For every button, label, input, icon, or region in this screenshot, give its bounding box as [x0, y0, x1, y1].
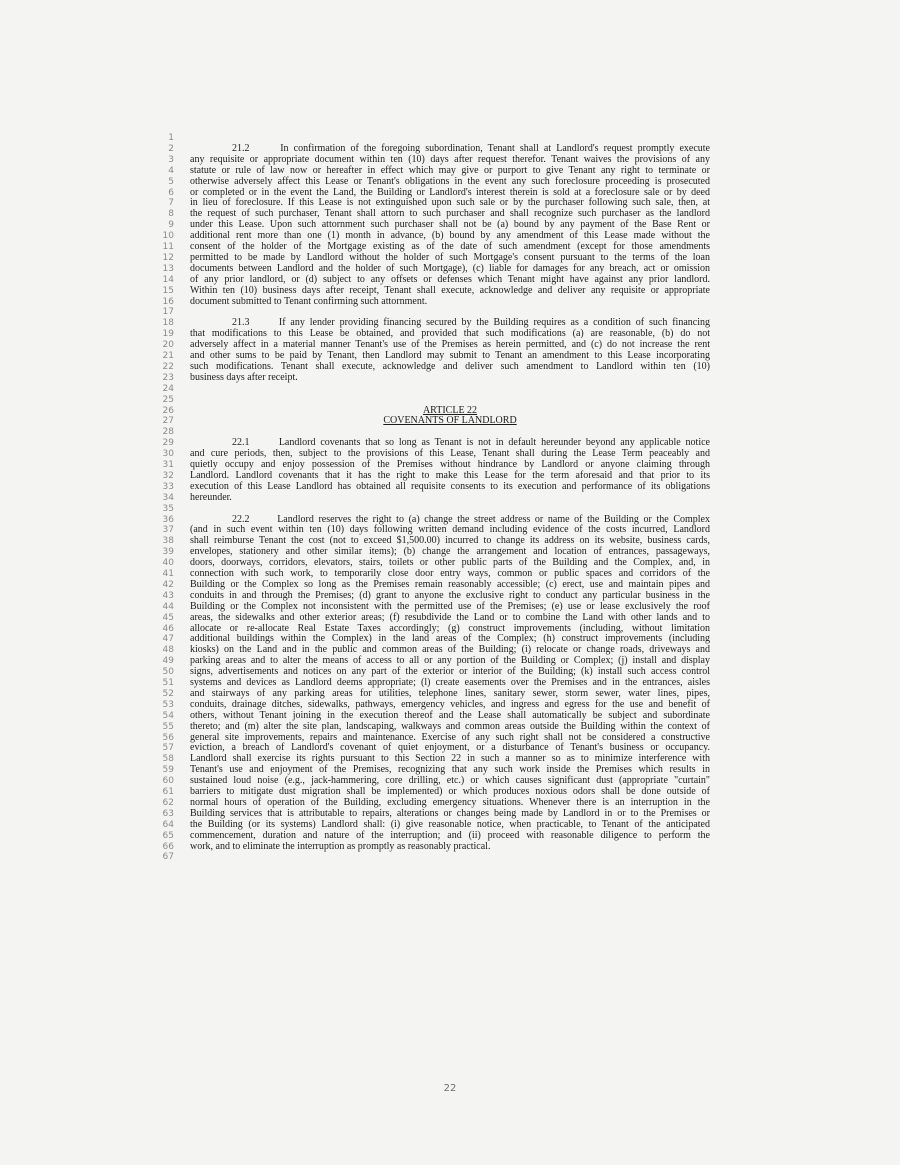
line-number: 55 [162, 721, 174, 732]
line-number: 18 [162, 318, 174, 329]
section-21-2-line: otherwise adversely affect this Lease or Tenant's obligations in the event any such foreclosure proceeding is prosecuted [190, 175, 710, 187]
section-21-3-line: adversely affect in a material manner Tenant's use of the Premises as herein permitted, and (c) do not increase the rent [190, 339, 710, 351]
section-21-2-line: in lieu of foreclosure. If this Lease is not extinguished upon such sale or by the purchaser following such sale, then, at [190, 197, 710, 209]
section-21-2-line: document submitted to Tenant confirming such attornment. [190, 295, 428, 307]
line-number: 51 [162, 678, 174, 688]
section-22-2-line: Landlord shall exercise its rights pursuant to this Section 22 in such a manner so as to minimize interference with [190, 753, 710, 765]
section-21-3-line: 21.3 If any lender providing financing secured by the Building requires as a condition of such financing [232, 317, 710, 329]
section-21-2-line: permitted to be made by Landlord without the holder of such Mortgage's consent pursuant to the terms of the loan [190, 251, 710, 263]
section-22-2-line: the Building (or its systems) Landlord shall: (i) give reasonable notice, when practicable, to Tenant of the anticipated [190, 818, 710, 830]
line-number: 2 [168, 143, 174, 154]
section-22-1-line: Landlord. Landlord covenants that it has the right to make this Lease for the term aforesaid and that prior to its [190, 469, 710, 481]
line-number: 43 [162, 590, 174, 601]
article-number [190, 406, 710, 416]
section-22-2-line: Building or the Complex so long as the Premises remain reasonably accessible; (c) erect, use and maintain pipes and [190, 578, 710, 590]
line-number: 14 [162, 274, 174, 285]
line-number: 50 [162, 667, 174, 678]
section-22-2-line: (and in such event within ten (10) days following written demand including evidence of the costs incurred, Landlord [190, 524, 710, 536]
article-number-text: ARTICLE 22 [422, 404, 478, 416]
section-21-2-line: of any prior landlord, or (d) subject to any offsets or defenses which Tenant might have against any prior landlord. [190, 273, 710, 285]
section-21-2-line: or completed or in the event the Land, the Building or Landlord's interest therein is sold at a foreclosure sale or by deed [190, 186, 710, 198]
line-number: 38 [162, 536, 174, 547]
section-22-1-line: quietly occupy and enjoy possession of the Premises without hindrance by Landlord or anyone claiming through [190, 459, 710, 470]
line-number: 17 [162, 307, 174, 318]
line-number: 49 [162, 656, 174, 667]
line-number: 32 [162, 470, 174, 481]
line-number: 3 [168, 154, 174, 165]
section-22-2-line: thereto; and (m) alter the site plan, landscaping, walkways and common areas outside the Building within the context of [190, 720, 710, 732]
line-number: 25 [162, 394, 174, 405]
section-22-2-line: shall reimburse Tenant the cost (not to exceed $1,500.00) incurred to change its address on its website, business cards, [190, 535, 710, 547]
section-22-2-line: normal hours of operation of the Building, excluding emergency situations. Whenever there is an interruption in the [190, 796, 710, 808]
line-number: 33 [162, 481, 174, 492]
line-number: 39 [162, 547, 174, 558]
section-22-2-line: others, without Tenant joining in the execution thereof and the Lease shall automatically be subject and subordinate [190, 709, 710, 721]
line-number: 34 [162, 492, 174, 503]
section-22-2-line: allocate or re-allocate Real Estate Taxes accordingly; (g) construct improvements (including, without limitation [190, 622, 710, 634]
line-number: 37 [162, 525, 174, 536]
line-number: 57 [162, 743, 174, 754]
section-22-2-line: Building services that is attributable to repairs, alterations or changes being made by Landlord in or to the Premises or [190, 807, 710, 819]
section-21-2-line: additional rent more than one (1) month in advance, (b) bound by any amendment of this Lease made without the [190, 230, 710, 242]
line-number: 64 [162, 819, 174, 830]
section-22-1-line: and cure periods, then, subject to the provisions of this Lease, Tenant shall during the Lease Term peaceably and [190, 448, 710, 460]
line-number: 52 [162, 688, 174, 699]
section-22-2-line: and stairways of any parking areas for utilities, telephone lines, sanitary sewer, storm sewer, water lines, pipes, [190, 687, 710, 699]
line-number: 31 [162, 460, 174, 470]
section-22-2-line: conduits, drainage ditches, sidewalks, pathways, emergency vehicles, and ingress and egress for the use and benefit of [190, 698, 710, 710]
section-21-3-line: that modifications to this Lease be obtained, and provided that such modifications (a) are reasonable, (b) do not [190, 328, 710, 340]
line-number: 9 [168, 220, 174, 231]
line-number: 59 [162, 765, 174, 776]
section-22-2-line: signs, advertisements and notices on any part of the exterior or interior of the Building; (k) install such access control [190, 666, 710, 678]
line-number: 67 [162, 852, 174, 863]
line-number: 53 [162, 699, 174, 710]
section-22-2-line: doors, doorways, corridors, elevators, stairs, toilets or other public parts of the Building and the Complex, and, in [190, 557, 710, 569]
section-22-2-line: Tenant's use and enjoyment of the Premises, recognizing that any such work inside the Premises which results in [190, 764, 710, 776]
section-21-3-line: such modifications. Tenant shall execute, acknowledge and deliver such amendment to Landlord within ten (10) [190, 360, 710, 372]
line-number: 63 [162, 808, 174, 819]
section-21-2-line: consent of the holder of the Mortgage existing as of the date of such amendment (except for those amendments [190, 241, 710, 252]
line-number: 8 [168, 209, 174, 220]
section-21-2-line: statute or rule of law now or hereafter in effect which may give or purport to give Tenant any right to terminate or [190, 164, 710, 176]
section-22-1-line: 22.1 Landlord covenants that so long as Tenant is not in default hereunder beyond any applicable notice [232, 437, 710, 449]
line-number: 13 [162, 263, 174, 274]
line-number: 35 [162, 503, 174, 514]
line-number: 22 [162, 361, 174, 372]
section-22-2-line: areas, the sidewalks and other exterior areas; (f) resubdivide the Land or to combine the Land with other lands and to [190, 611, 710, 623]
line-number: 61 [162, 787, 174, 797]
section-22-1-line: hereunder. [190, 491, 232, 503]
section-21-2-line: any requisite or appropriate document within ten (10) days after request therefor. Tenant waives the provisions of any [190, 153, 710, 165]
article-title-text: COVENANTS OF LANDLORD [383, 415, 517, 427]
line-number: 10 [162, 231, 174, 242]
section-22-2-line: systems and devices as Landlord deems appropriate; (l) create easements over the Premises and in the entrances, aisles [190, 677, 710, 688]
line-number: 45 [162, 612, 174, 623]
line-number: 56 [162, 732, 174, 743]
section-21-2-line: Within ten (10) business days after receipt, Tenant shall execute, acknowledge and deliver any requisite or appropriate [190, 284, 710, 296]
article-title [190, 416, 710, 426]
line-number: 46 [162, 623, 174, 634]
section-22-2-line: general site improvements, repairs and maintenance. Exercise of any such right shall not be considered a constructive [190, 731, 710, 743]
line-number: 28 [162, 427, 174, 438]
line-number: 1 [168, 133, 174, 143]
section-22-2-line: kiosks) on the Land and in the public and common areas of the Building; (i) relocate or change roads, driveways and [190, 644, 710, 656]
section-22-2-line: 22.2 Landlord reserves the right to (a) change the street address or name of the Building or the Complex [232, 513, 710, 525]
line-number: 15 [162, 285, 174, 296]
line-number: 36 [162, 514, 174, 525]
line-number: 26 [162, 405, 174, 416]
section-22-1-line: execution of this Lease Landlord has obtained all requisite consents to its execution and performance of its obligations [190, 480, 710, 492]
line-number: 4 [168, 165, 174, 176]
line-number: 65 [162, 830, 174, 841]
line-number: 21 [162, 351, 174, 361]
section-21-2-line: the request of such purchaser, Tenant shall attorn to such purchaser and shall recognize such purchaser as the landlord [190, 208, 710, 220]
section-21-3-line: and other sums to be paid by Tenant, then Landlord may submit to Tenant an amendment to this Lease incorporating [190, 350, 710, 361]
section-22-2-line: additional buildings within the Complex) in the land areas of the Complex; (h) construct improvements (including [190, 633, 710, 645]
line-number: 29 [162, 438, 174, 449]
section-22-2-line: envelopes, stationery and other similar items); (b) change the arrangement and location of entrances, passageways, [190, 546, 710, 558]
line-number: 44 [162, 601, 174, 612]
line-number: 6 [168, 187, 174, 198]
line-number: 60 [162, 776, 174, 787]
line-number: 40 [162, 558, 174, 569]
line-number: 48 [162, 645, 174, 656]
section-22-2-line: work, and to eliminate the interruption as promptly as reasonably practical. [190, 840, 491, 852]
line-number: 5 [168, 176, 174, 187]
line-number: 42 [162, 579, 174, 590]
line-number: 41 [162, 569, 174, 579]
line-number: 27 [162, 416, 174, 427]
section-22-2-line: barriers to mitigate dust migration shall be implemented) or which produces noxious odors shall be done outside of [190, 786, 710, 797]
section-22-2-line: conduits in and through the Premises; (d) grant to anyone the exclusive right to conduct any particular business in the [190, 589, 710, 601]
section-22-2-line: connection with such work, to temporarily close door entry ways, common or public spaces and corridors of the [190, 568, 710, 579]
line-number: 30 [162, 449, 174, 460]
page-number: 22 [443, 1083, 457, 1094]
line-number: 62 [162, 797, 174, 808]
line-number: 66 [162, 841, 174, 852]
line-number: 54 [162, 710, 174, 721]
line-number: 23 [162, 372, 174, 383]
section-22-2-line: commencement, duration and nature of the interruption; and (ii) proceed with reasonable diligence to perform the [190, 829, 710, 841]
line-number: 58 [162, 754, 174, 765]
line-number: 19 [162, 329, 174, 340]
section-22-2-line: Building or the Complex not inconsistent with the permitted use of the Premises; (e) use or lease exclusively the roof [190, 600, 710, 612]
line-number: 7 [168, 198, 174, 209]
line-number: 20 [162, 340, 174, 351]
section-21-2-line: documents between Landlord and the holder of such Mortgage), (c) liable for damages for any breach, act or omission [190, 262, 710, 274]
line-number: 24 [162, 383, 174, 394]
section-22-2-line: sustained loud noise (e.g., jack-hammering, core drilling, etc.) or which causes significant dust (appropriate "curtain" [190, 775, 710, 787]
section-21-2-line: under this Lease. Upon such attornment such purchaser shall not be (a) bound by any payment of the Base Rent or [190, 219, 710, 231]
section-22-2-line: eviction, a breach of Landlord's covenant of quiet enjoyment, or a disturbance of Tenant's business or occupancy. [190, 742, 710, 754]
line-number: 12 [162, 252, 174, 263]
line-number: 47 [162, 634, 174, 645]
section-21-3-line: business days after receipt. [190, 371, 298, 383]
section-21-2-line: 21.2 In confirmation of the foregoing subordination, Tenant shall at Landlord's request promptly execute [232, 142, 710, 154]
line-number: 11 [162, 242, 174, 252]
section-22-2-line: parking areas and to alter the means of access to all or any portion of the Building or Complex; (j) install and display [190, 655, 710, 667]
line-number: 16 [162, 296, 174, 307]
